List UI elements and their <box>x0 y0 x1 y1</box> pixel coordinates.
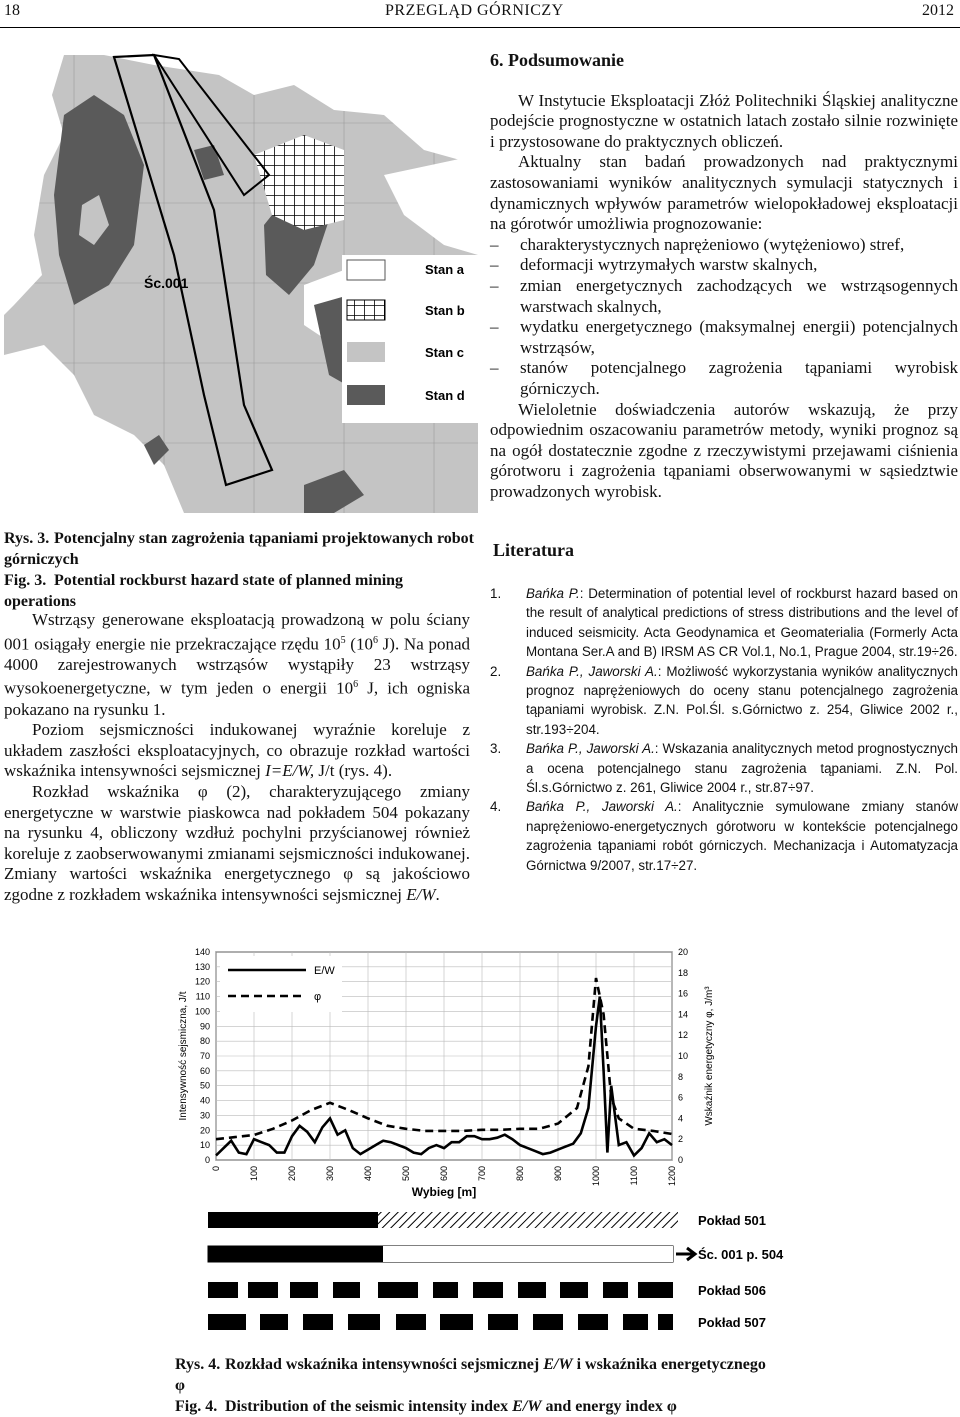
y2-tick-label: 0 <box>678 1155 684 1165</box>
y-tick-label: 60 <box>199 1065 210 1076</box>
summary-paragraph-3: Wieloletnie doświadczenia autorów wskazują, że przy odpowiednim oszacowaniu parametrów metody, wyniki prognoz są na ogół dostatecznie zgodne z rzeczywistymi przejawami ciśnienia górotworu i zagrożenia tąpaniami obserwowanymi w sąsiedztwie prowadzonych wyrobisk. <box>490 399 958 501</box>
y-tick-label: 80 <box>199 1036 210 1047</box>
reference-list <box>490 584 958 875</box>
x-tick-label: 600 <box>439 1166 449 1182</box>
fig4-caption-pl: Rys. 4. Rozkład wskaźnika intensywności sejsmicznej E/W i wskaźnika energetycznego φ <box>175 1356 766 1394</box>
x-tick-label: 100 <box>249 1166 259 1182</box>
x-tick-label: 1200 <box>667 1166 677 1187</box>
y-tick-label: 100 <box>194 1006 210 1017</box>
y2-tick-label: 12 <box>678 1030 689 1041</box>
y2-tick-label: 4 <box>678 1113 684 1124</box>
strip-label: Pokład 501 <box>698 1213 766 1228</box>
strip-segment <box>658 1314 673 1330</box>
strip-segment <box>518 1282 546 1298</box>
strip-segment <box>473 1282 503 1298</box>
page-number: 18 <box>4 2 20 19</box>
y-tick-label: 130 <box>194 961 210 972</box>
seam-strips <box>168 1204 784 1354</box>
journal-title: PRZEGLĄD GÓRNICZY <box>385 2 564 19</box>
wall-label: Śc.001 <box>144 275 189 291</box>
y-tick-label: 10 <box>199 1140 210 1151</box>
paragraph-energy-index: Rozkład wskaźnika φ (2), charakteryzującego zmiany energetyczne w warstwie piaskowca nad pokładem 504 pokazany na rysunku 4, obliczony wzdłuż pochylni przyścianowej również koreluje z zaobserwowanymi zmianami sejsmiczności indukowanej. Zmiany wartości wskaźnika energetycznego φ są jakościowo zgodne z rozkładem wskaźnika intensywności sejsmicznej E/W. <box>4 782 470 905</box>
strip-label: Śc. 001 p. 504 <box>698 1247 784 1262</box>
strip-segment <box>333 1282 360 1298</box>
strip-segment <box>560 1282 588 1298</box>
strip-segment <box>440 1314 473 1330</box>
summary-paragraph-2: Aktualny stan badań prowadzonych nad praktycznymi zastosowaniami wyników analitycznych symulacji statycznych i dynamicznych wpływów parametrów wielopokładowej eksploatacji na górotwór umożliwia prognozowanie: <box>490 152 958 234</box>
hazard-map <box>4 55 478 513</box>
x-tick-label: 700 <box>477 1166 487 1182</box>
y-tick-label: 140 <box>194 947 210 957</box>
x-tick-label: 0 <box>211 1166 221 1172</box>
paragraph-intensity: Poziom sejsmiczności indukowanej wyraźnie koreluje z układem zaszłości eksploatacyjnych, co obrazuje rozkład wartości wskaźnika intensywności sejsmicznej I=E/W, J/t (rys. 4). <box>4 720 470 781</box>
reference-item: 2. Bańka P., Jaworski A.: Możliwość wykorzystania wyników analitycznych prognoz naprężeniowych do oceny stanu potencjalnego zagrożenia tąpaniami wyrobisk. Z.N. Pol.Śl. s.Górnictwo z. 254, Gliwice 2002 r., str.193÷204. <box>490 663 959 737</box>
y-tick-label: 90 <box>199 1021 210 1032</box>
strip-segment <box>578 1314 608 1330</box>
strip-segment <box>248 1282 278 1298</box>
x-tick-label: 400 <box>363 1166 373 1182</box>
legend-label-ew: E/W <box>314 965 335 977</box>
y2-tick-label: 18 <box>678 967 689 978</box>
strip-segment <box>348 1314 380 1330</box>
strip-segment <box>260 1314 288 1330</box>
fig3-caption-en: Fig. 3. Potential rockburst hazard state of planned mining operations <box>4 572 404 610</box>
legend-label-b: Stan b <box>425 303 465 318</box>
strip-segment <box>208 1282 238 1298</box>
arrow-icon <box>676 1248 695 1260</box>
list-item: – deformacji wytrzymałych warstw skalnych, <box>490 255 818 275</box>
strip-segment <box>208 1314 246 1330</box>
strip-label: Pokład 506 <box>698 1283 766 1298</box>
y2-tick-label: 16 <box>678 988 689 999</box>
journal-year: 2012 <box>922 2 954 19</box>
strip-segment <box>383 1246 673 1262</box>
fig3-title-pl: Potencjalny stan zagrożenia tąpaniami projektowanych robot górniczych <box>4 530 474 568</box>
y-tick-label: 0 <box>204 1155 210 1165</box>
literature-heading: Literatura <box>493 540 574 560</box>
x-tick-label: 900 <box>553 1166 563 1182</box>
list-item: – zmian energetycznych zachodzących we wstrząsogennych warstwach skalnych, <box>490 275 958 316</box>
y2-tick-label: 8 <box>678 1071 684 1082</box>
y2-tick-label: 2 <box>678 1134 684 1145</box>
strip-segment <box>378 1212 678 1228</box>
legend-swatch-c <box>347 342 385 362</box>
header-rule <box>0 27 960 28</box>
legend-label-phi: φ <box>314 991 322 1003</box>
paragraph-seismicity: Wstrząsy generowane eksploatacją prowadzoną w polu ściany 001 osiągały energie nie przekraczające rzędu $10^5$ ($10^6$ J). Na ponad 4000 zarejestrowanych wstrząsów wystąpiły 23 wstrząsy wysokoenergetyczne, w tym jeden o energii $10^6$ J, ich ogniska pokazano na rysunku 1. <box>4 610 470 719</box>
y-tick-label: 120 <box>194 976 210 987</box>
y-tick-label: 20 <box>199 1125 210 1136</box>
strip-segment <box>533 1314 563 1330</box>
reference-item: 1. Bańka P.: Determination of potential level of rockburst hazard based on the result of analytical predictions of stress distributions and the level of induced seismicity. Acta Geodynamica et Geomaterialia (Formerly Acta Montana Ser.A and B) IRSM AS CR Vol.1, No.1, Prague 2004, str.19÷26. <box>490 586 959 660</box>
y2-axis-label: Wskaźnik energetyczny φ, J/m³ <box>704 986 715 1126</box>
strip-segment <box>290 1282 318 1298</box>
x-tick-label: 500 <box>401 1166 411 1182</box>
x-tick-label: 1000 <box>591 1166 601 1187</box>
list-item: – charakterystycznych naprężeniowo (wytężeniowo) stref, <box>490 234 905 254</box>
x-axis-label: Wybieg [m] <box>411 1185 477 1199</box>
strip-segment <box>638 1282 673 1298</box>
x-tick-label: 300 <box>325 1166 335 1182</box>
legend-label-a: Stan a <box>425 262 465 277</box>
fig3-caption-pl: Rys. 3. Potencjalny stan zagrożenia tąpaniami projektowanych robot górniczych <box>4 530 474 568</box>
legend-swatch-a <box>347 260 385 280</box>
summary-section <box>490 50 958 502</box>
y-tick-label: 30 <box>199 1110 210 1121</box>
y2-tick-label: 10 <box>678 1051 689 1061</box>
strip-segment <box>623 1314 648 1330</box>
legend-label-d: Stan d <box>425 388 465 403</box>
strip-label: Pokład 507 <box>698 1315 766 1330</box>
page-header <box>0 0 960 26</box>
fig3-caption <box>4 528 474 612</box>
fig4-caption-en: Fig. 4. Distribution of the seismic intensity index E/W and energy index φ <box>175 1398 677 1415</box>
legend-swatch-d <box>347 385 385 405</box>
left-body-text <box>4 610 470 906</box>
fig4-caption <box>175 1354 775 1417</box>
y2-tick-label: 14 <box>678 1009 689 1020</box>
fig3-title-en: Potential rockburst hazard state of planned mining operations <box>4 572 404 610</box>
y-tick-label: 50 <box>199 1080 210 1091</box>
y-axis-label: Intensywność sejsmiczna, J/t <box>178 991 189 1121</box>
strip-segment <box>303 1314 333 1330</box>
strip-segment <box>208 1212 378 1228</box>
strip-segment <box>378 1282 418 1298</box>
x-tick-label: 800 <box>515 1166 525 1182</box>
seismic-chart <box>168 940 760 1202</box>
strip-segment <box>208 1246 383 1262</box>
list-item: – wydatku energetycznego (maksymalnej energii) potencjalnych wstrząsów, <box>490 317 958 357</box>
legend-swatch-b <box>347 300 385 320</box>
y-tick-label: 70 <box>199 1051 210 1061</box>
y2-tick-label: 6 <box>678 1092 684 1103</box>
reference-item: 3. Bańka P., Jaworski A.: Wskazania analitycznych metod prognostycznych a ocena potencjalnego stanu zagrożenia tąpaniami. Z.N. Pol. Śl.s.Górnictwo z. 261, Gliwice 2004 r., str.87÷97. <box>490 741 958 796</box>
legend-label-c: Stan c <box>425 345 465 360</box>
x-tick-label: 1100 <box>629 1166 639 1186</box>
strip-segment <box>488 1314 518 1330</box>
y-tick-label: 110 <box>195 991 210 1002</box>
summary-paragraph-1: W Instytucie Eksploatacji Złóż Politechniki Śląskiej analityczne podejście prognostyczne w ostatnich latach zostało silnie rozwinięte i przystosowane do praktycznych obliczeń. <box>490 90 958 151</box>
y-tick-label: 40 <box>199 1095 210 1106</box>
strip-segment <box>433 1282 458 1298</box>
summary-heading: 6. Podsumowanie <box>490 50 625 70</box>
strip-segment <box>603 1282 628 1298</box>
x-tick-label: 200 <box>287 1166 297 1182</box>
y2-tick-label: 20 <box>678 947 689 957</box>
reference-item: 4. Bańka P., Jaworski A.: Analitycznie symulowane zmiany stanów naprężeniowo-energetycznych górotworu w kontekście potencjalnego zagrożenia tąpaniami robót górniczych. Mechanizacja i Automatyzacja Górnictwa 9/2007, str.17÷27. <box>490 799 959 873</box>
list-item: – stanów potencjalnego zagrożenia tąpaniami wyrobisk górniczych. <box>490 358 958 398</box>
strip-segment <box>396 1314 426 1330</box>
